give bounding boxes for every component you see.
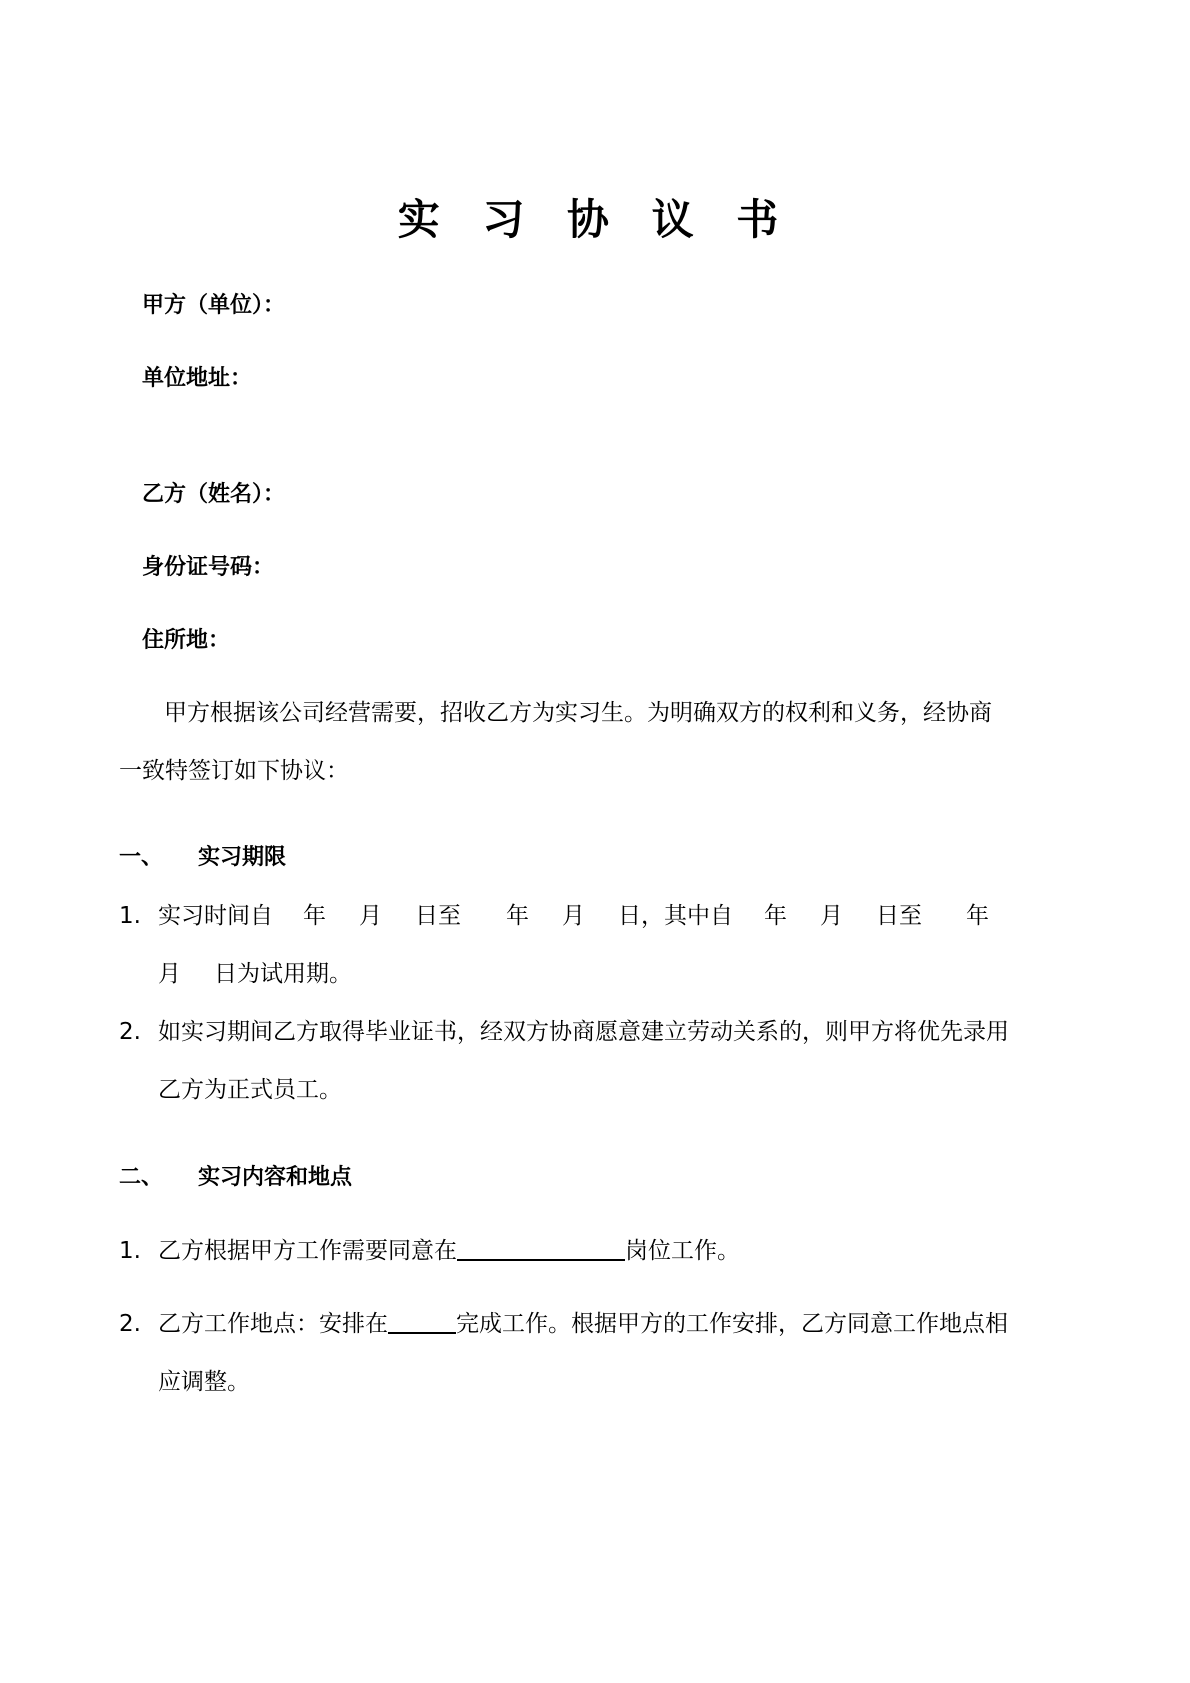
section-1-heading: 实习期限 (198, 845, 287, 870)
s1-item2-line1: 如实习期间乙方取得毕业证书，经双方协商愿意建立劳动关系的，则甲方将优先录用 (158, 1019, 1009, 1045)
position-blank (457, 1237, 625, 1261)
date-text: 年 (966, 903, 989, 929)
s2-item1-before: 乙方根据甲方工作需要同意在 (158, 1238, 457, 1264)
date-text: 日为试用期。 (214, 961, 352, 987)
date-text: 月 (158, 961, 181, 987)
s2-item1-line (158, 1235, 740, 1267)
date-text: 日至 (415, 903, 461, 929)
s1-item1-line2 (0, 958, 1190, 990)
s2-item2-number: 2. (119, 1311, 141, 1337)
s2-item1-number: 1. (119, 1238, 141, 1264)
section-2-number: 二、 (119, 1165, 164, 1190)
s1-item1-number: 1. (119, 903, 141, 929)
s1-item1-line1 (0, 900, 1190, 932)
date-text: 月 (562, 903, 585, 929)
section-1-number: 一、 (119, 845, 164, 870)
date-text: 月 (359, 903, 382, 929)
party-b-label: 乙方（姓名）： (142, 482, 286, 507)
unit-address-label: 单位地址： (142, 366, 253, 391)
date-text: 日至 (876, 903, 922, 929)
s2-item2-line2: 应调整。 (158, 1369, 250, 1395)
date-text: 年 (506, 903, 529, 929)
party-a-label: 甲方（单位）： (142, 293, 286, 318)
s2-item1-after: 岗位工作。 (625, 1238, 740, 1264)
id-number-label: 身份证号码： (142, 555, 275, 580)
document-title: 实 习 协 议 书 (397, 195, 793, 244)
date-text: 年 (303, 903, 326, 929)
date-text: 年 (764, 903, 787, 929)
s1-item2-number: 2. (119, 1019, 141, 1045)
intro-line-2: 一致特签订如下协议： (119, 758, 349, 784)
date-text: 实习时间自 (158, 903, 273, 929)
location-blank (388, 1310, 456, 1334)
s1-item2-line2: 乙方为正式员工。 (158, 1077, 342, 1103)
section-2-heading: 实习内容和地点 (198, 1165, 353, 1190)
residence-label: 住所地： (142, 628, 231, 653)
date-text: 日，其中自 (618, 903, 733, 929)
s2-item2-before: 乙方工作地点：安排在 (158, 1311, 388, 1337)
s2-item2-line1 (158, 1308, 1008, 1340)
date-text: 月 (820, 903, 843, 929)
s2-item2-after: 完成工作。根据甲方的工作安排，乙方同意工作地点相 (456, 1311, 1008, 1337)
intro-line-1: 甲方根据该公司经营需要，招收乙方为实习生。为明确双方的权利和义务，经协商 (164, 700, 992, 726)
